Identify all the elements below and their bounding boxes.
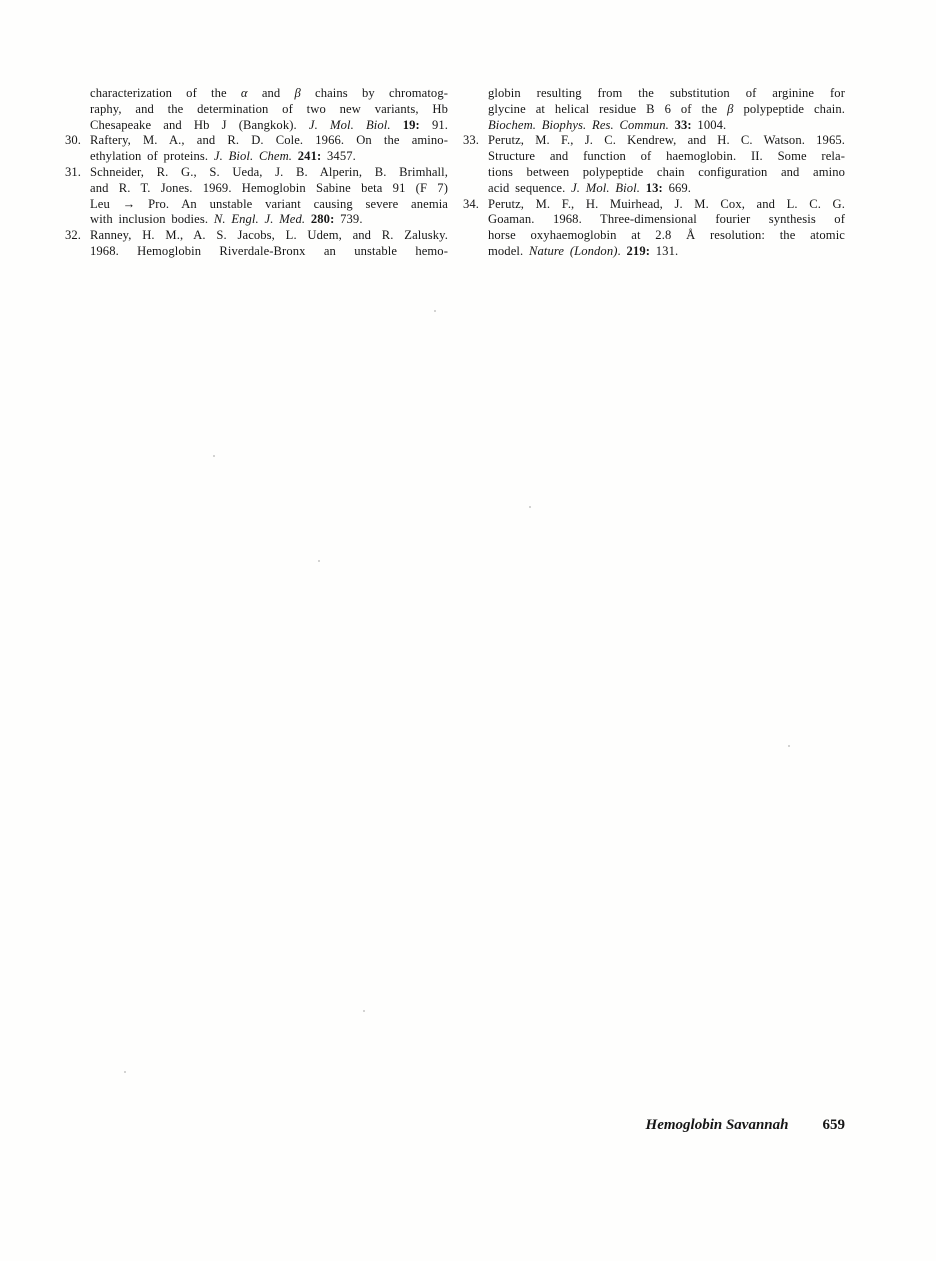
reference-line: Chesapeake and Hb J (Bangkok). J. Mol. Biol. 19: 91. <box>90 117 449 132</box>
reference-line: Raftery, M. A., and R. D. Cole. 1966. On the amino- <box>90 133 448 148</box>
reference-item <box>65 86 448 133</box>
scan-speck <box>788 745 790 747</box>
references-column-right <box>463 86 845 260</box>
reference-number: 33. <box>463 133 480 148</box>
scan-speck <box>213 455 215 457</box>
scan-speck <box>434 310 436 312</box>
reference-line: Leu → Pro. An unstable variant causing severe anemia <box>90 196 448 211</box>
reference-line: raphy, and the determination of two new variants, Hb <box>90 101 448 116</box>
reference-number: 34. <box>463 196 480 211</box>
reference-item <box>463 86 845 133</box>
reference-line: acid sequence. J. Mol. Biol. 13: 669. <box>488 180 692 195</box>
reference-line: Schneider, R. G., S. Ueda, J. B. Alperin, B. Brimhall, <box>90 164 448 179</box>
reference-line: model. Nature (London). 219: 131. <box>488 243 679 258</box>
reference-number: 32. <box>65 228 82 243</box>
reference-item <box>65 165 448 228</box>
reference-line: Structure and function of haemoglobin. II. Some rela- <box>488 149 845 164</box>
reference-line: globin resulting from the substitution of arginine for <box>488 86 845 100</box>
running-title: Hemoglobin Savannah <box>645 1117 789 1133</box>
reference-line: Perutz, M. F., J. C. Kendrew, and H. C. Watson. 1965. <box>488 133 845 148</box>
reference-item <box>65 133 448 165</box>
reference-line: horse oxyhaemoglobin at 2.8 Å resolution: the atomic <box>488 228 845 243</box>
reference-line: Perutz, M. F., H. Muirhead, J. M. Cox, and L. C. G. <box>488 196 845 211</box>
reference-line: and R. T. Jones. 1969. Hemoglobin Sabine beta 91 (F 7) <box>90 180 448 195</box>
reference-line: ethylation of proteins. J. Biol. Chem. 241: 3457. <box>90 149 356 164</box>
reference-line: with inclusion bodies. N. Engl. J. Med. 280: 739. <box>90 212 363 227</box>
reference-item <box>463 133 845 196</box>
references-column-left <box>65 86 448 260</box>
page-footer <box>646 1116 845 1135</box>
reference-line: Biochem. Biophys. Res. Commun. 33: 1004. <box>488 117 727 132</box>
reference-number: 31. <box>65 164 82 179</box>
reference-item <box>463 197 845 260</box>
scan-speck <box>529 506 531 508</box>
reference-line: glycine at helical residue B 6 of the β polypeptide chain. <box>488 101 845 116</box>
reference-line: Ranney, H. M., A. S. Jacobs, L. Udem, and R. Zalusky. <box>90 228 448 243</box>
reference-line: tions between polypeptide chain configuration and amino <box>488 164 845 179</box>
reference-line: 1968. Hemoglobin Riverdale-Bronx an unstable hemo- <box>90 243 448 258</box>
reference-line: characterization of the α and β chains by chromatog- <box>90 86 449 100</box>
scan-speck <box>318 560 320 562</box>
reference-line: Goaman. 1968. Three-dimensional fourier synthesis of <box>488 212 845 227</box>
reference-item <box>65 228 448 260</box>
scan-speck <box>363 1010 365 1012</box>
scan-speck <box>124 1071 126 1073</box>
reference-number: 30. <box>65 133 82 148</box>
page-number: 659 <box>822 1117 845 1133</box>
